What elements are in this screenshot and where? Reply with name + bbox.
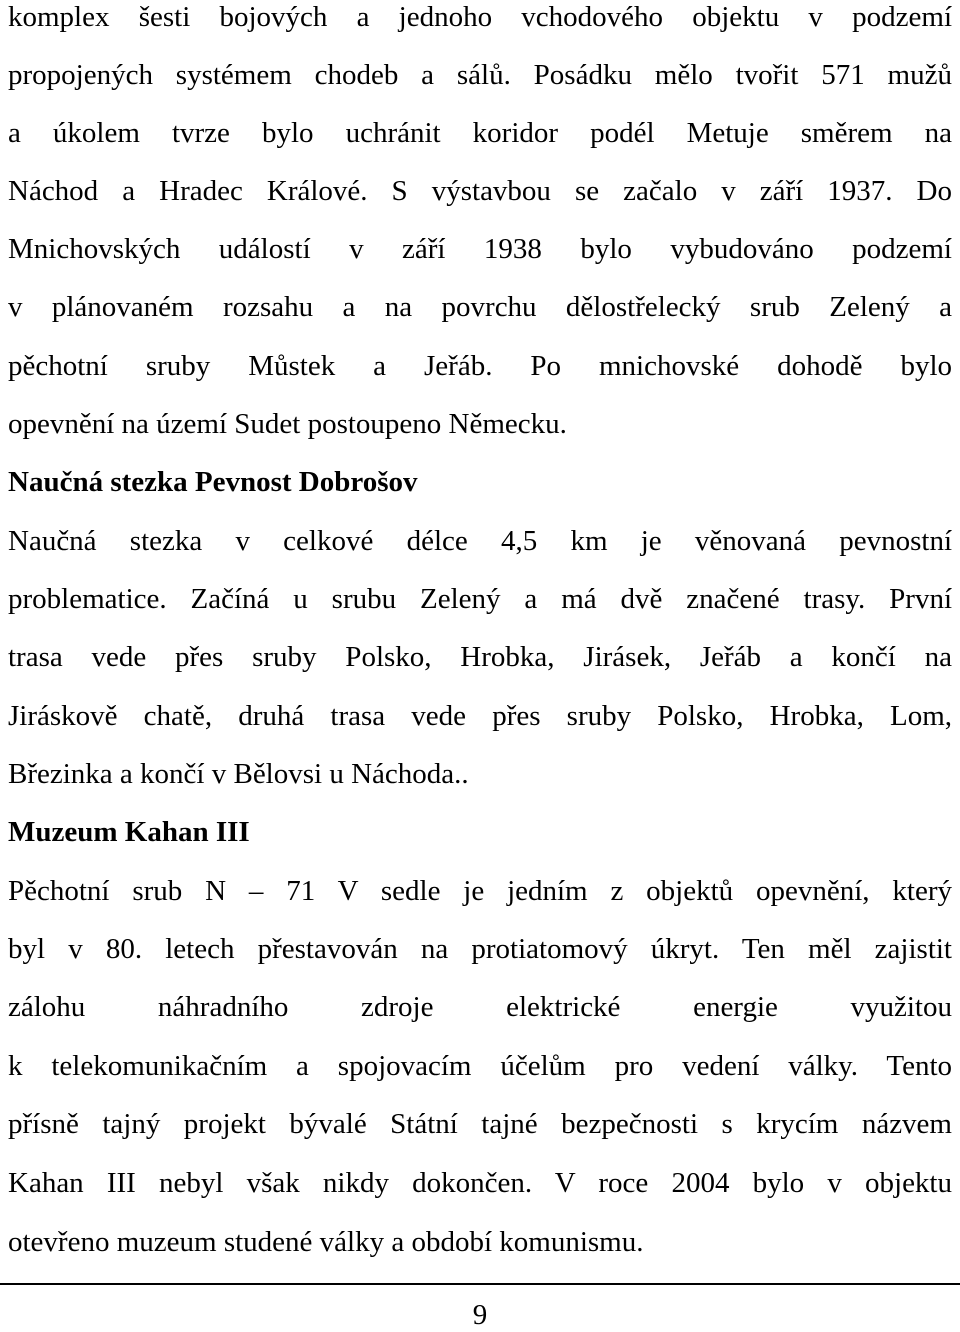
paragraph-line: k telekomunikačním a spojovacím účelům pro vedení války. Tento	[8, 1050, 952, 1082]
paragraph-line: trasa vede přes sruby Polsko, Hrobka, Jirásek, Jeřáb a končí na	[8, 641, 952, 673]
paragraph-line: Pěchotní srub N – 71 V sedle je jedním z objektů opevnění, který	[8, 875, 952, 907]
paragraph-line: otevřeno muzeum studené války a období komunismu.	[8, 1226, 644, 1258]
paragraph-line: propojených systémem chodeb a sálů. Posádku mělo tvořit 571 mužů	[8, 59, 952, 91]
paragraph-line: Jiráskově chatě, druhá trasa vede přes sruby Polsko, Hrobka, Lom,	[8, 700, 952, 732]
section-heading-kahan: Muzeum Kahan III	[8, 816, 250, 848]
paragraph-line: zálohu náhradního zdroje elektrické energie využitou	[8, 991, 952, 1023]
paragraph-line: opevnění na území Sudet postoupeno Německu.	[8, 408, 567, 440]
paragraph-line: Náchod a Hradec Králové. S výstavbou se začalo v září 1937. Do	[8, 175, 952, 207]
paragraph-line: přísně tajný projekt bývalé Státní tajné bezpečnosti s krycím názvem	[8, 1108, 952, 1140]
paragraph-line: komplex šesti bojových a jednoho vchodového objektu v podzemí	[8, 1, 952, 33]
paragraph-line: a úkolem tvrze bylo uchránit koridor podél Metuje směrem na	[8, 117, 952, 149]
paragraph-line: Naučná stezka v celkové délce 4,5 km je věnovaná pevnostní	[8, 525, 952, 557]
footer-divider	[0, 1283, 960, 1285]
paragraph-line: v plánovaném rozsahu a na povrchu dělostřelecký srub Zelený a	[8, 291, 952, 323]
page-number: 9	[472, 1299, 488, 1331]
paragraph-line: problematice. Začíná u srubu Zelený a má dvě značené trasy. První	[8, 583, 952, 615]
paragraph-line: Březinka a končí v Bělovsi u Náchoda..	[8, 758, 469, 790]
section-heading-dobrosov: Naučná stezka Pevnost Dobrošov	[8, 466, 418, 498]
paragraph-line: byl v 80. letech přestavován na protiatomový úkryt. Ten měl zajistit	[8, 933, 952, 965]
paragraph-line: Kahan III nebyl však nikdy dokončen. V roce 2004 bylo v objektu	[8, 1167, 952, 1199]
paragraph-line: pěchotní sruby Můstek a Jeřáb. Po mnichovské dohodě bylo	[8, 350, 952, 382]
paragraph-line: Mnichovských událostí v září 1938 bylo vybudováno podzemí	[8, 233, 952, 265]
